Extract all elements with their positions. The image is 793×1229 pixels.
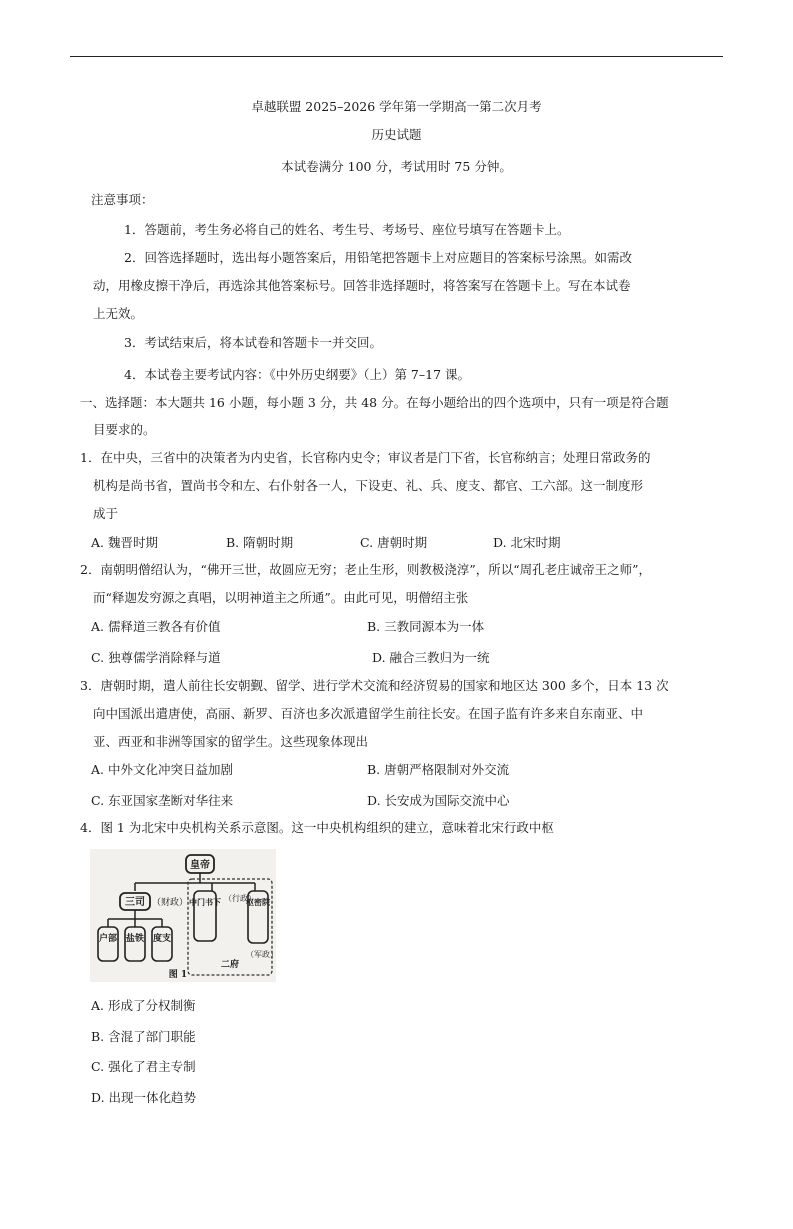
question-4-stem-line-1: 4．图 1 为北宋中央机构关系示意图。这一中央机构组织的建立，意味着北宋行政中枢	[80, 820, 554, 835]
question-1-option-d[interactable]: D. 北宋时期	[493, 535, 561, 550]
question-4-option-d[interactable]: D. 出现一体化趋势	[91, 1090, 197, 1105]
question-4-option-a[interactable]: A. 形成了分权制衡	[91, 998, 196, 1013]
note-2-line-2: 动，用橡皮擦干净后，再选涂其他答案标号。回答非选择题时，将答案写在答题卡上。写在本试卷	[93, 278, 631, 293]
question-1-stem-line-1: 1．在中央，三省中的决策者为内史省，长官称内史令；审议者是门下省，长官称纳言；处理日常政务的	[80, 450, 651, 465]
figure-1-org-chart	[90, 849, 276, 982]
caizheng-label: （财政）	[152, 898, 189, 908]
exam-info: 本试卷满分 100 分，考试用时 75 分钟。	[281, 159, 512, 174]
junzheng-label: （军政）	[246, 950, 276, 959]
question-4-option-b[interactable]: B. 含混了部门职能	[91, 1029, 196, 1044]
question-1-stem-line-3: 成于	[93, 506, 119, 521]
note-2-line-1: 2．回答选择题时，选出每小题答案后，用铅笔把答题卡上对应题目的答案标号涂黑。如需改	[124, 250, 632, 265]
question-2-stem-line-2: 而“释迦发穷源之真唱，以明神道主之所通”。由此可见，明僧绍主张	[93, 590, 469, 605]
question-4-option-c[interactable]: C. 强化了君主专制	[91, 1059, 196, 1074]
subject-title: 历史试题	[371, 127, 422, 142]
section-heading-line-2: 目要求的。	[93, 422, 156, 437]
xingzheng-label: （行政）	[224, 894, 256, 903]
question-1-option-c[interactable]: C. 唐朝时期	[360, 535, 428, 550]
question-1-stem-line-2: 机构是尚书省，置尚书令和左、右仆射各一人，下设吏、礼、兵、度支、都官、工六部。这一制度形	[93, 478, 644, 493]
notes-heading: 注意事项：	[91, 192, 154, 207]
shumiyuan-label: 枢密院	[246, 897, 270, 907]
question-2-option-d[interactable]: D. 融合三教归为一统	[372, 650, 490, 665]
yantie-label: 盐铁	[125, 934, 145, 944]
erfu-label: 二府	[220, 960, 240, 970]
section-heading-line-1: 一、选择题：本大题共 16 小题，每小题 3 分，共 48 分。在每小题给出的四个选项中，只有一项是符合题	[80, 395, 669, 410]
note-4: 4．本试卷主要考试内容：《中外历史纲要》（上）第 7–17 课。	[124, 367, 471, 382]
question-2-stem-line-1: 2．南朝明僧绍认为，“佛开三世，故圆应无穷；老止生形，则教极浇淳”，所以“周孔老庄诚帝王之师”，	[80, 562, 652, 577]
duzhi-label: 度支	[152, 934, 172, 944]
question-1-option-a[interactable]: A. 魏晋时期	[91, 535, 158, 550]
question-2-option-a[interactable]: A. 儒释道三教各有价值	[91, 619, 221, 634]
question-3-option-a[interactable]: A. 中外文化冲突日益加剧	[91, 762, 233, 777]
org-chart-svg	[90, 849, 276, 982]
question-3-option-c[interactable]: C. 东亚国家垄断对华往来	[91, 793, 234, 808]
hubu-label: 户部	[98, 934, 118, 944]
question-3-stem-line-3: 亚、西亚和非洲等国家的留学生。这些现象体现出	[93, 734, 369, 749]
note-1: 1．答题前，考生务必将自己的姓名、考生号、考场号、座位号填写在答题卡上。	[124, 222, 570, 237]
question-1-option-b[interactable]: B. 隋朝时期	[226, 535, 294, 550]
question-3-stem-line-2: 向中国派出遣唐使，高丽、新罗、百济也多次派遣留学生前往长安。在国子监有许多来自东南亚、中	[93, 706, 644, 721]
question-3-option-d[interactable]: D. 长安成为国际交流中心	[367, 793, 510, 808]
header-rule	[70, 56, 723, 57]
question-3-option-b[interactable]: B. 唐朝严格限制对外交流	[367, 762, 510, 777]
emperor-label: 皇帝	[190, 860, 210, 871]
note-2-line-3: 上无效。	[93, 306, 144, 321]
exam-title: 卓越联盟 2025–2026 学年第一学期高一第二次月考	[251, 99, 542, 114]
note-3: 3．考试结束后，将本试卷和答题卡一并交回。	[124, 335, 382, 350]
sansi-label: 三司	[125, 897, 145, 908]
question-3-stem-line-1: 3．唐朝时期，遣人前往长安朝觐、留学、进行学术交流和经济贸易的国家和地区达 300 多个，日本 13 次	[80, 678, 669, 693]
zhongshu-label: 中门书下	[189, 897, 221, 907]
question-2-option-c[interactable]: C. 独尊儒学消除释与道	[91, 650, 221, 665]
figure-caption: 图 1	[168, 970, 188, 980]
question-2-option-b[interactable]: B. 三教同源本为一体	[367, 619, 485, 634]
